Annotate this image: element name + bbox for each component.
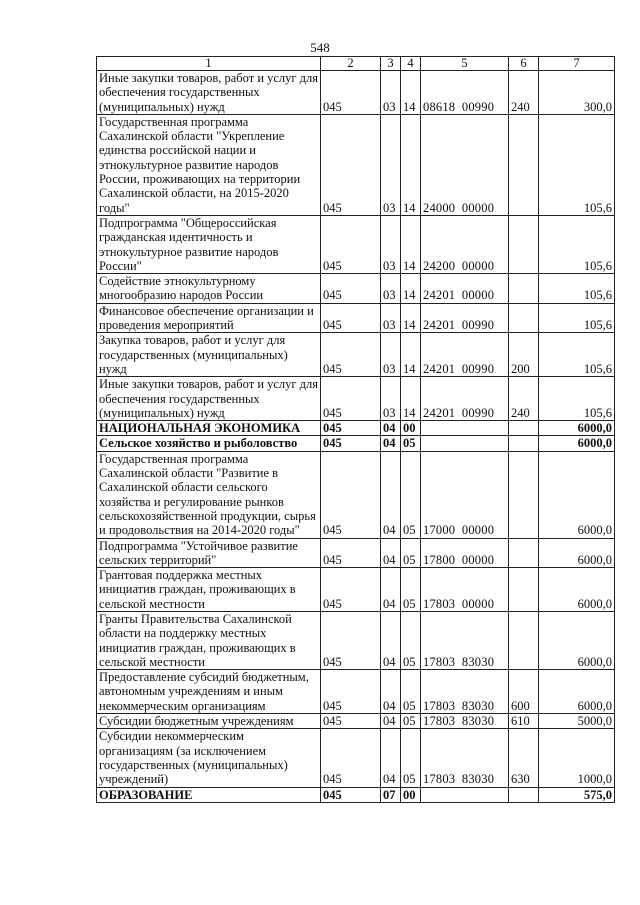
row-section-cell: 04 [381, 670, 401, 714]
row-code-cell: 045 [321, 714, 381, 729]
header-col-7: 7 [539, 57, 615, 71]
table-row [97, 568, 615, 612]
row-section-cell: 04 [381, 729, 401, 787]
row-code-cell: 045 [321, 787, 381, 802]
table-row [97, 377, 615, 421]
row-name-cell: Гранты Правительства Сахалинской области на поддержку местных инициатив граждан, проживающих в сельской местности [97, 611, 321, 669]
row-subsection-cell: 14 [401, 71, 421, 115]
row-subsection-cell: 14 [401, 333, 421, 377]
row-expense-type-cell [509, 787, 539, 802]
table-body [97, 71, 615, 803]
row-subsection-cell: 05 [401, 611, 421, 669]
row-code-cell: 045 [321, 215, 381, 273]
row-amount-cell: 105,6 [539, 274, 615, 304]
row-target-article-cell: 24200 00000 [421, 215, 509, 273]
row-subsection-cell: 05 [401, 714, 421, 729]
table-row [97, 71, 615, 115]
row-expense-type-cell [509, 568, 539, 612]
header-row [97, 57, 615, 71]
row-subsection-cell: 05 [401, 436, 421, 451]
table-row [97, 714, 615, 729]
table-row [97, 421, 615, 436]
row-subsection-cell: 14 [401, 114, 421, 215]
row-amount-cell: 300,0 [539, 71, 615, 115]
row-target-article-cell: 24201 00990 [421, 377, 509, 421]
row-amount-cell: 105,6 [539, 114, 615, 215]
row-name-cell: НАЦИОНАЛЬНАЯ ЭКОНОМИКА [97, 421, 321, 436]
row-section-cell: 03 [381, 377, 401, 421]
row-target-article-cell: 17803 00000 [421, 568, 509, 612]
row-target-article-cell [421, 436, 509, 451]
row-amount-cell: 5000,0 [539, 714, 615, 729]
row-expense-type-cell [509, 114, 539, 215]
row-name-cell: ОБРАЗОВАНИЕ [97, 787, 321, 802]
row-amount-cell: 6000,0 [539, 670, 615, 714]
row-expense-type-cell [509, 611, 539, 669]
row-target-article-cell: 08618 00990 [421, 71, 509, 115]
row-code-cell: 045 [321, 333, 381, 377]
row-expense-type-cell: 200 [509, 333, 539, 377]
row-subsection-cell: 05 [401, 451, 421, 538]
row-expense-type-cell: 240 [509, 71, 539, 115]
row-section-cell: 04 [381, 451, 401, 538]
row-name-cell: Подпрограмма "Общероссийская гражданская идентичность и этнокультурное развитие народов России" [97, 215, 321, 273]
row-subsection-cell: 05 [401, 670, 421, 714]
row-section-cell: 03 [381, 114, 401, 215]
table-row [97, 274, 615, 304]
row-name-cell: Предоставление субсидий бюджетным, автономным учреждениям и иным некоммерческим организациям [97, 670, 321, 714]
row-name-cell: Закупка товаров, работ и услуг для государственных (муниципальных) нужд [97, 333, 321, 377]
row-amount-cell: 6000,0 [539, 451, 615, 538]
row-code-cell: 045 [321, 377, 381, 421]
row-amount-cell: 105,6 [539, 377, 615, 421]
row-name-cell: Грантовая поддержка местных инициатив граждан, проживающих в сельской местности [97, 568, 321, 612]
row-target-article-cell: 24201 00990 [421, 303, 509, 333]
table-row [97, 333, 615, 377]
row-name-cell: Содействие этнокультурному многообразию народов России [97, 274, 321, 304]
row-expense-type-cell [509, 215, 539, 273]
row-section-cell: 07 [381, 787, 401, 802]
table-row [97, 114, 615, 215]
row-section-cell: 03 [381, 274, 401, 304]
row-code-cell: 045 [321, 421, 381, 436]
page-number: 548 [310, 40, 330, 55]
row-name-cell: Иные закупки товаров, работ и услуг для обеспечения государственных (муниципальных) нужд [97, 377, 321, 421]
table-row [97, 436, 615, 451]
row-code-cell: 045 [321, 670, 381, 714]
row-expense-type-cell: 600 [509, 670, 539, 714]
header-col-5: 5 [421, 57, 509, 71]
row-section-cell: 03 [381, 215, 401, 273]
header-col-2: 2 [321, 57, 381, 71]
row-name-cell: Государственная программа Сахалинской области "Укрепление единства российской нации и этнокультурное развитие народов России, проживающих на территории Сахалинской области, на 2015-2020 годы" [97, 114, 321, 215]
row-expense-type-cell [509, 421, 539, 436]
table-row [97, 215, 615, 273]
row-expense-type-cell [509, 303, 539, 333]
row-target-article-cell [421, 421, 509, 436]
row-subsection-cell: 00 [401, 787, 421, 802]
header-col-6: 6 [509, 57, 539, 71]
row-name-cell: Финансовое обеспечение организации и проведения мероприятий [97, 303, 321, 333]
row-name-cell: Государственная программа Сахалинской области "Развитие в Сахалинской области сельского хозяйства и регулирование рынков сельскохозяйственной продукции, сырья и продовольствия на 2014-2020 годы" [97, 451, 321, 538]
row-amount-cell: 105,6 [539, 303, 615, 333]
row-name-cell: Субсидии некоммерческим организациям (за исключением государственных (муниципальных) учреждений) [97, 729, 321, 787]
row-section-cell: 03 [381, 333, 401, 377]
row-expense-type-cell [509, 274, 539, 304]
row-subsection-cell: 14 [401, 215, 421, 273]
row-code-cell: 045 [321, 568, 381, 612]
table-row [97, 303, 615, 333]
row-amount-cell: 6000,0 [539, 568, 615, 612]
header-col-4: 4 [401, 57, 421, 71]
row-expense-type-cell [509, 451, 539, 538]
row-code-cell: 045 [321, 303, 381, 333]
table-row [97, 670, 615, 714]
row-amount-cell: 6000,0 [539, 421, 615, 436]
row-expense-type-cell [509, 436, 539, 451]
row-subsection-cell: 00 [401, 421, 421, 436]
row-code-cell: 045 [321, 729, 381, 787]
table-row [97, 729, 615, 787]
table-row [97, 611, 615, 669]
row-subsection-cell: 05 [401, 538, 421, 568]
row-target-article-cell: 17803 83030 [421, 729, 509, 787]
row-target-article-cell: 24201 00000 [421, 274, 509, 304]
row-subsection-cell: 14 [401, 274, 421, 304]
row-amount-cell: 105,6 [539, 215, 615, 273]
table-row [97, 451, 615, 538]
row-name-cell: Иные закупки товаров, работ и услуг для обеспечения государственных (муниципальных) нужд [97, 71, 321, 115]
row-expense-type-cell [509, 538, 539, 568]
row-target-article-cell: 24000 00000 [421, 114, 509, 215]
row-amount-cell: 1000,0 [539, 729, 615, 787]
row-code-cell: 045 [321, 274, 381, 304]
row-subsection-cell: 14 [401, 377, 421, 421]
row-section-cell: 04 [381, 611, 401, 669]
budget-table [96, 56, 615, 803]
row-section-cell: 03 [381, 303, 401, 333]
row-target-article-cell: 24201 00990 [421, 333, 509, 377]
row-section-cell: 04 [381, 436, 401, 451]
row-target-article-cell [421, 787, 509, 802]
row-section-cell: 04 [381, 714, 401, 729]
row-amount-cell: 105,6 [539, 333, 615, 377]
row-section-cell: 04 [381, 538, 401, 568]
row-code-cell: 045 [321, 538, 381, 568]
row-subsection-cell: 14 [401, 303, 421, 333]
row-amount-cell: 575,0 [539, 787, 615, 802]
row-target-article-cell: 17803 83030 [421, 611, 509, 669]
row-expense-type-cell: 610 [509, 714, 539, 729]
row-section-cell: 04 [381, 421, 401, 436]
row-expense-type-cell: 630 [509, 729, 539, 787]
row-subsection-cell: 05 [401, 729, 421, 787]
row-amount-cell: 6000,0 [539, 538, 615, 568]
row-target-article-cell: 17803 83030 [421, 670, 509, 714]
row-name-cell: Подпрограмма "Устойчивое развитие сельских территорий" [97, 538, 321, 568]
row-section-cell: 03 [381, 71, 401, 115]
row-section-cell: 04 [381, 568, 401, 612]
row-expense-type-cell: 240 [509, 377, 539, 421]
header-col-1: 1 [97, 57, 321, 71]
table-row [97, 538, 615, 568]
row-code-cell: 045 [321, 451, 381, 538]
row-target-article-cell: 17803 83030 [421, 714, 509, 729]
row-amount-cell: 6000,0 [539, 611, 615, 669]
row-target-article-cell: 17000 00000 [421, 451, 509, 538]
header-col-3: 3 [381, 57, 401, 71]
row-code-cell: 045 [321, 71, 381, 115]
row-name-cell: Сельское хозяйство и рыболовство [97, 436, 321, 451]
row-target-article-cell: 17800 00000 [421, 538, 509, 568]
row-name-cell: Субсидии бюджетным учреждениям [97, 714, 321, 729]
row-code-cell: 045 [321, 436, 381, 451]
row-amount-cell: 6000,0 [539, 436, 615, 451]
table-row [97, 787, 615, 802]
row-code-cell: 045 [321, 611, 381, 669]
row-code-cell: 045 [321, 114, 381, 215]
row-subsection-cell: 05 [401, 568, 421, 612]
